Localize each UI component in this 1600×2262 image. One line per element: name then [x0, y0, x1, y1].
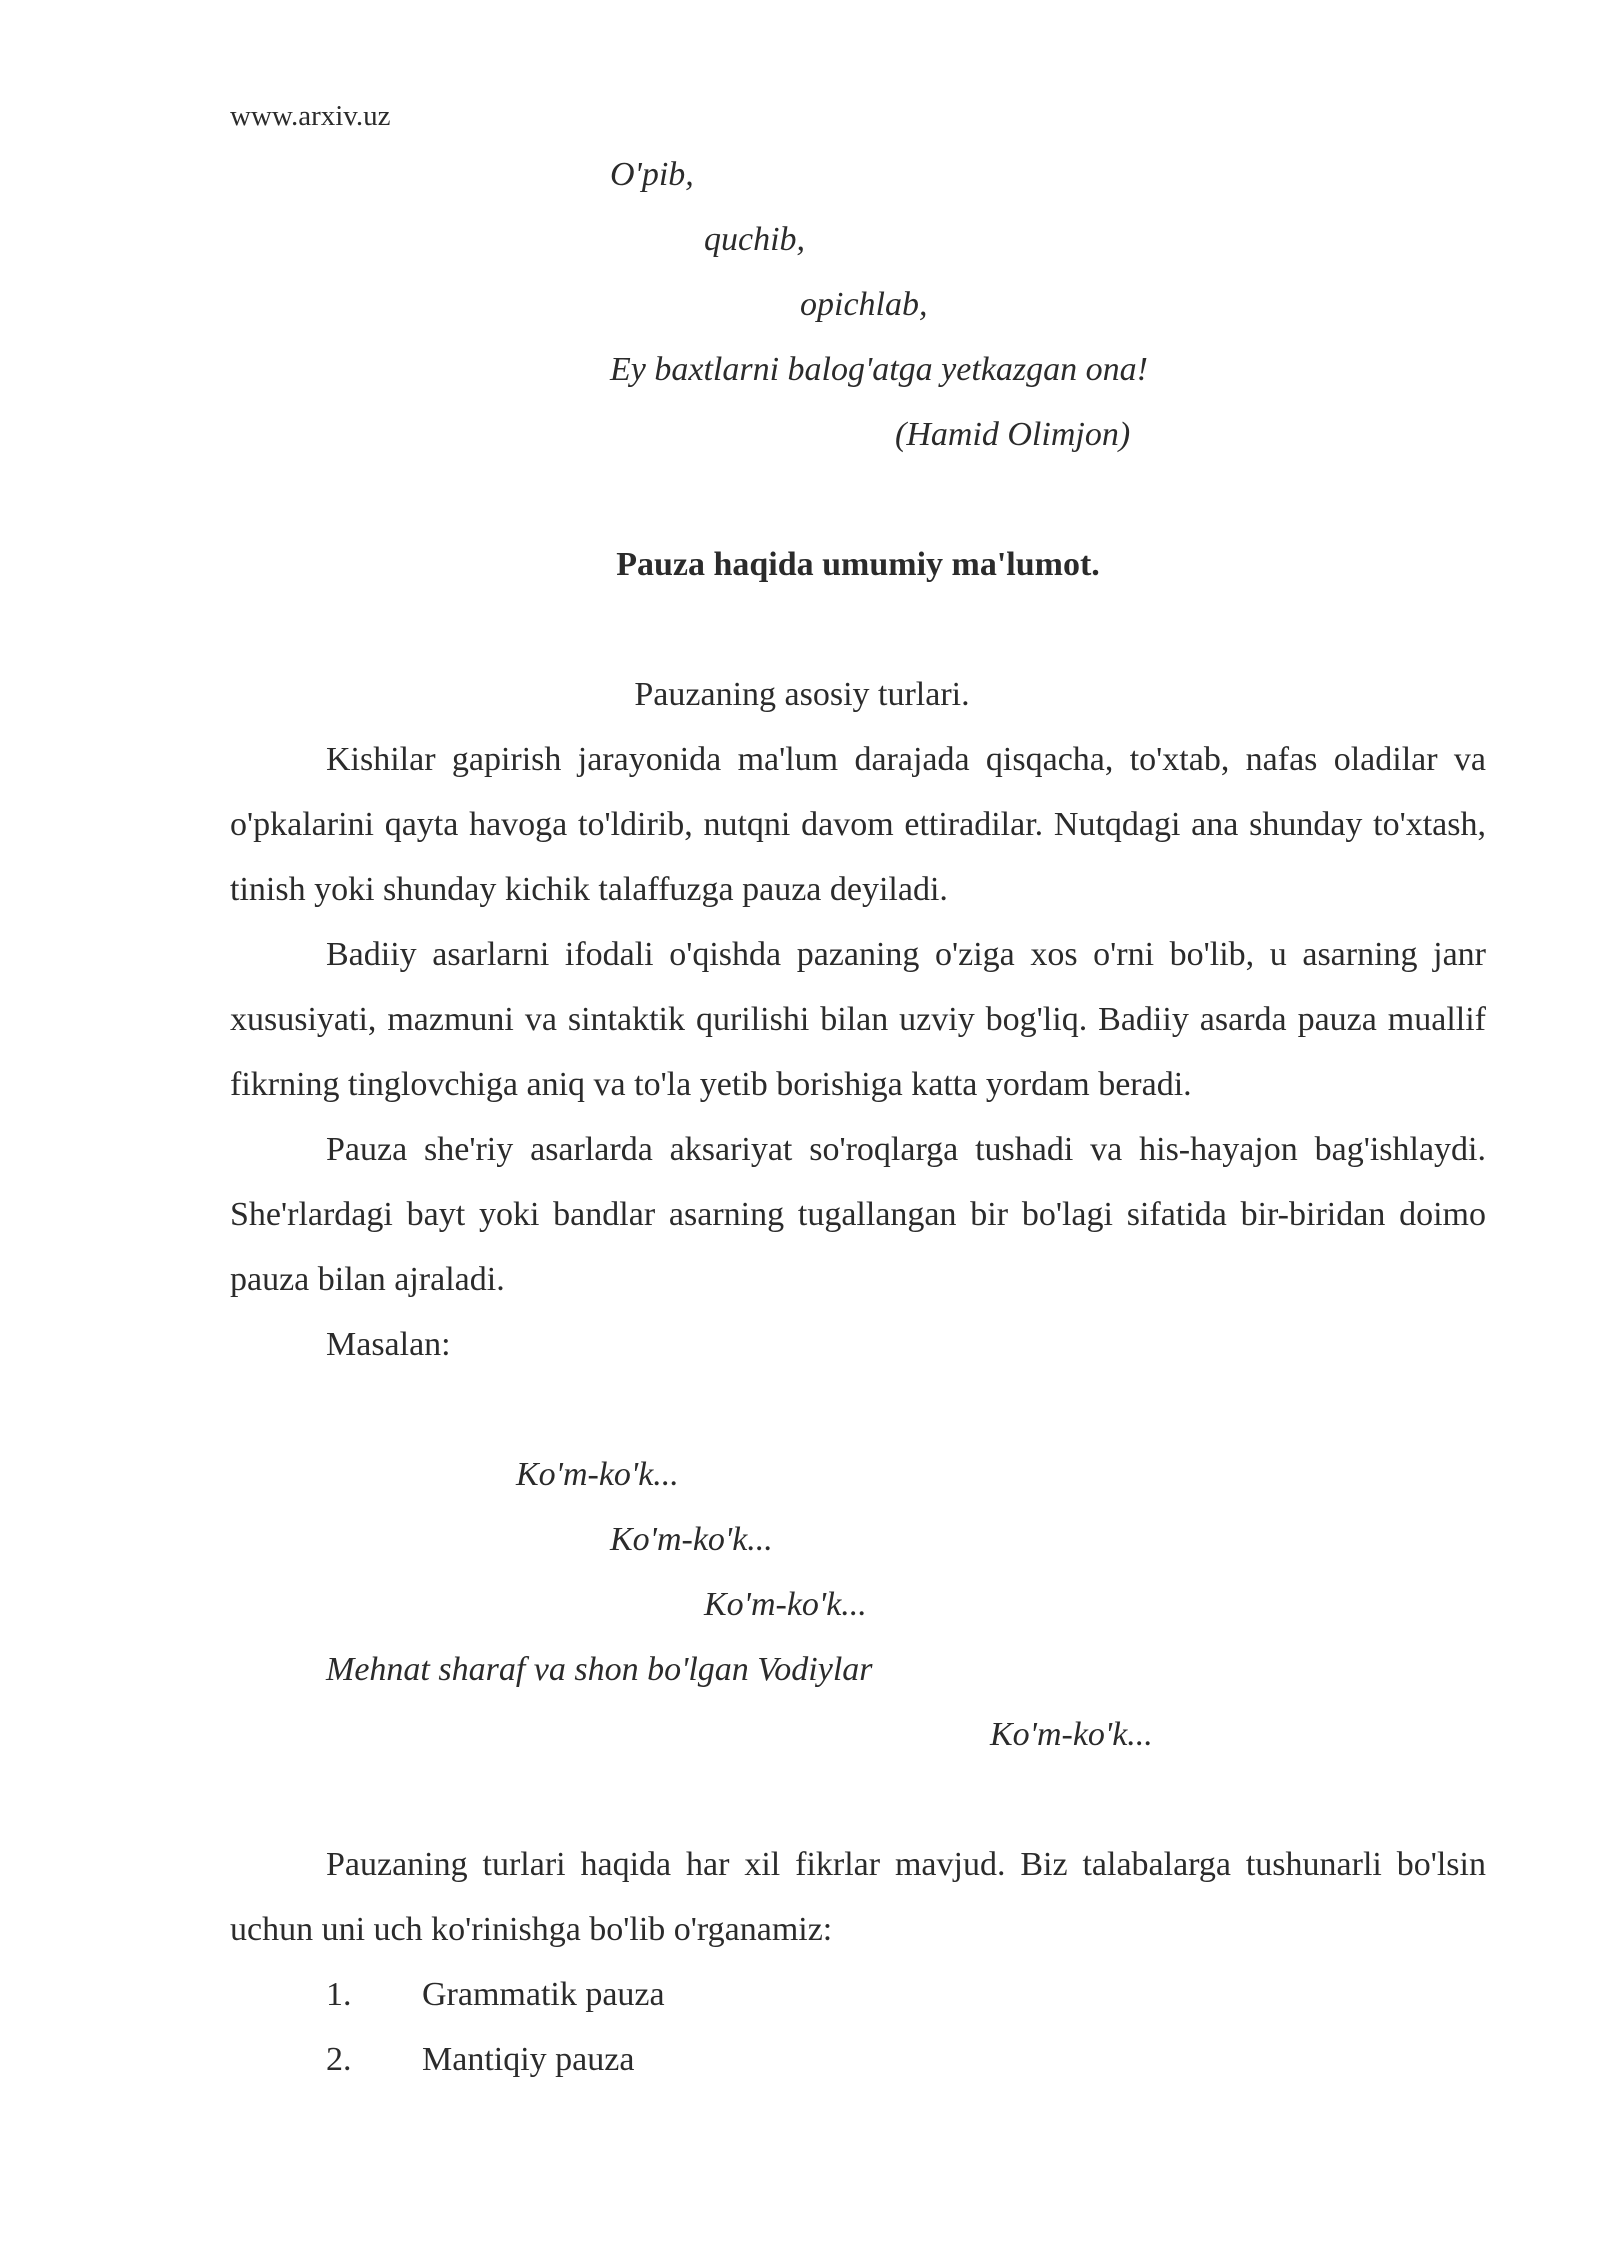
example-label: Masalan: [326, 1326, 451, 1363]
poem-line: Mehnat sharaf va shon bo'lgan Vodiylar [326, 1651, 873, 1688]
list-label: Grammatik pauza [422, 1976, 665, 2013]
poem-author: (Hamid Olimjon) [895, 416, 1131, 453]
poem-line: Ko'm-ko'k... [516, 1456, 679, 1493]
poem-line: Ey baxtlarni balog'atga yetkazgan ona! [610, 351, 1148, 388]
list-label: Mantiqiy pauza [422, 2041, 635, 2078]
poem-line: O'pib, [610, 156, 694, 193]
section-title: Pauza haqida umumiy ma'lumot. [616, 546, 1100, 583]
poem-line: quchib, [704, 221, 806, 258]
poem-line: Ko'm-ko'k... [990, 1716, 1153, 1753]
paragraph: Pauza she'riy asarlarda aksariyat so'roqlarga tushadi va his-hayajon bag'ishlaydi. She'rlardagi bayt yoki bandlar asarning tugallangan bir bo'lagi sifatida bir-biridan doimo pauza bilan ajraladi. [230, 1131, 1486, 1298]
body-text-block-2 [230, 1832, 1486, 1962]
paragraph: Badiiy asarlarni ifodali o'qishda pazaning o'ziga xos o'rni bo'lib, u asarning janr xususiyati, mazmuni va sintaktik qurilishi bilan uzviy bog'liq. Badiiy asarda pauza muallif fikrning tinglovchiga aniq va to'la yetib borishiga katta yordam beradi. [230, 936, 1486, 1103]
poem-line: opichlab, [800, 286, 928, 323]
list-item [326, 2037, 634, 2083]
section-subtitle: Pauzaning asosiy turlari. [634, 676, 970, 713]
list-number: 1. [326, 1976, 352, 2013]
poem-line: Ko'm-ko'k... [704, 1586, 867, 1623]
list-item [326, 1972, 665, 2018]
header-url: www.arxiv.uz [230, 100, 391, 132]
paragraph: Pauzaning turlari haqida har xil fikrlar mavjud. Biz talabalarga tushunarli bo'lsin uchun uni uch ko'rinishga bo'lib o'rganamiz: [230, 1846, 1486, 1948]
poem-line: Ko'm-ko'k... [610, 1521, 773, 1558]
body-text-block-1 [230, 727, 1486, 1377]
paragraph: Kishilar gapirish jarayonida ma'lum darajada qisqacha, to'xtab, nafas oladilar va o'pkalarini qayta havoga to'ldirib, nutqni davom ettiradilar. Nutqdagi ana shunday to'xtash, tinish yoki shunday kichik talaffuzga pauza deyiladi. [230, 741, 1486, 908]
list-number: 2. [326, 2041, 352, 2078]
